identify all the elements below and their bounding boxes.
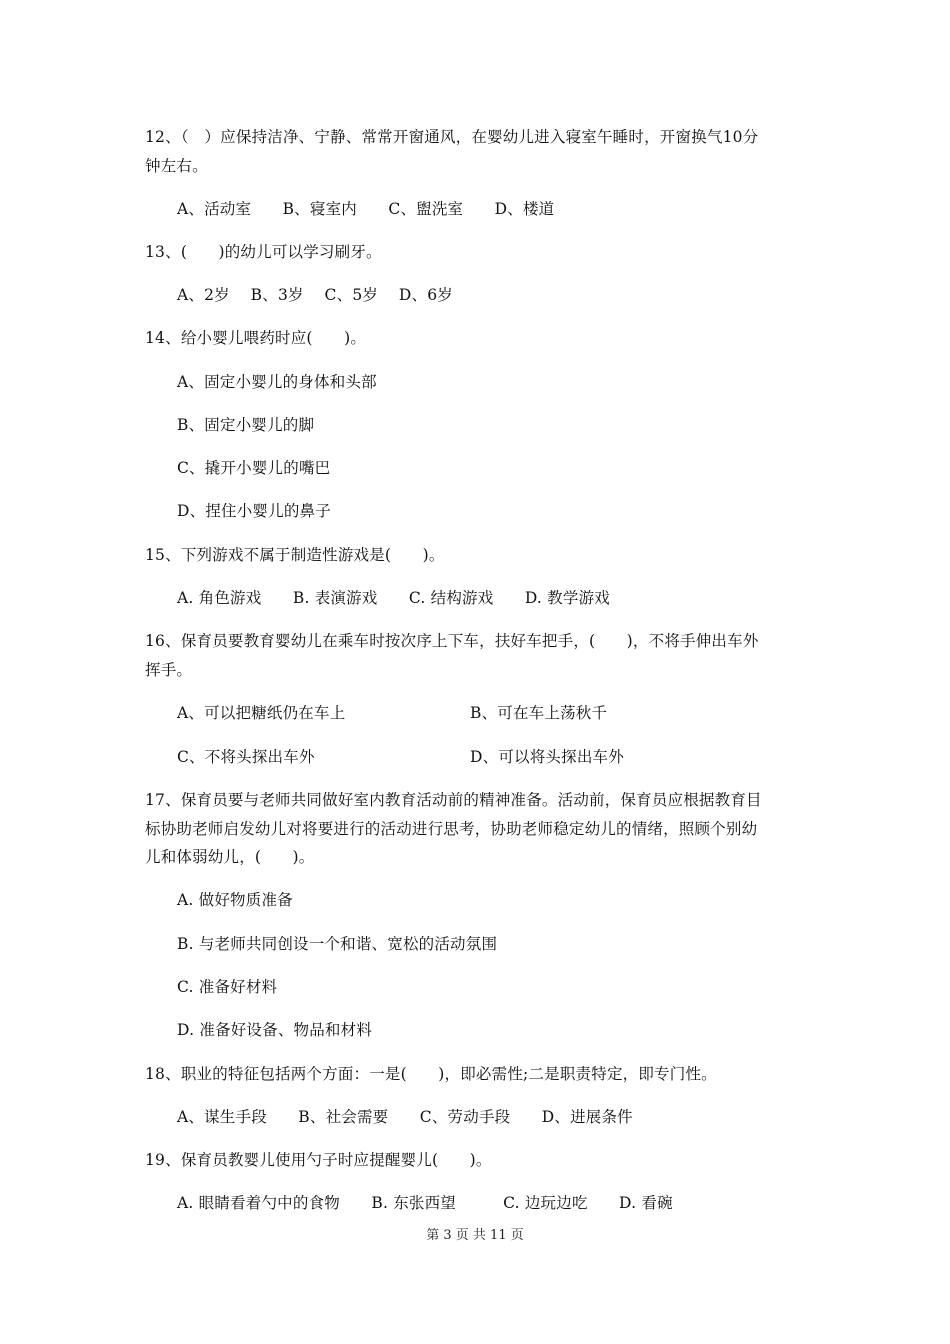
question-14-option-c: C、撬开小婴儿的嘴巴: [177, 459, 331, 477]
question-17-option-c: C. 准备好材料: [177, 978, 278, 996]
question-14-option-d: D、捏住小婴儿的鼻子: [177, 502, 331, 520]
question-16-option-a: A、可以把糖纸仍在车上: [177, 704, 346, 722]
question-14-stem: 14、给小婴儿喂药时应( )。: [145, 329, 367, 347]
question-16-stem-line-2: 挥手。: [145, 661, 193, 679]
question-13-options: A、2岁 B、3岁 C、5岁 D、6岁: [177, 286, 453, 304]
question-16-option-c: C、不将头探出车外: [177, 748, 315, 766]
question-17-stem-line-3: 儿和体弱幼儿，( )。: [145, 848, 315, 866]
question-19-options: A. 眼睛看着勺中的食物 B. 东张西望 C. 边玩边吃 D. 看碗: [177, 1194, 673, 1212]
question-16-option-b: B、可在车上荡秋千: [470, 704, 608, 722]
question-16-stem-line-1: 16、保育员要教育婴幼儿在乘车时按次序上下车，扶好车把手，( )，不将手伸出车外: [145, 632, 759, 650]
question-12-options: A、活动室 B、寝室内 C、盥洗室 D、楼道: [177, 200, 555, 218]
question-15-options: A. 角色游戏 B. 表演游戏 C. 结构游戏 D. 教学游戏: [177, 589, 610, 607]
question-17-option-a: A. 做好物质准备: [177, 891, 293, 909]
question-14-option-b: B、固定小婴儿的脚: [177, 416, 315, 434]
question-12-stem-line-1: 12、（ ）应保持洁净、宁静、常常开窗通风，在婴幼儿进入寝室午睡时，开窗换气10分: [145, 128, 759, 146]
question-13-stem: 13、( )的幼儿可以学习刷牙。: [145, 243, 382, 261]
question-17-option-d: D. 准备好设备、物品和材料: [177, 1021, 373, 1039]
page-footer: 第 3 页 共 11 页: [426, 1228, 524, 1243]
question-14-option-a: A、固定小婴儿的身体和头部: [177, 373, 377, 391]
question-18-stem: 18、职业的特征包括两个方面：一是( )，即必需性;二是职责特定，即专门性。: [145, 1065, 717, 1083]
question-19-stem: 19、保育员教婴儿使用勺子时应提醒婴儿( )。: [145, 1151, 492, 1169]
question-18-options: A、谋生手段 B、社会需要 C、劳动手段 D、进展条件: [177, 1108, 633, 1126]
question-16-option-d: D、可以将头探出车外: [470, 748, 624, 766]
question-17-stem-line-1: 17、保育员要与老师共同做好室内教育活动前的精神准备。活动前，保育员应根据教育目: [145, 791, 762, 809]
question-17-stem-line-2: 标协助老师启发幼儿对将要进行的活动进行思考，协助老师稳定幼儿的情绪，照顾个别幼: [145, 820, 758, 838]
question-17-option-b: B. 与老师共同创设一个和谐、宽松的活动氛围: [177, 935, 498, 953]
question-12-stem-line-2: 钟左右。: [145, 157, 208, 175]
question-15-stem: 15、下列游戏不属于制造性游戏是( )。: [145, 546, 445, 564]
